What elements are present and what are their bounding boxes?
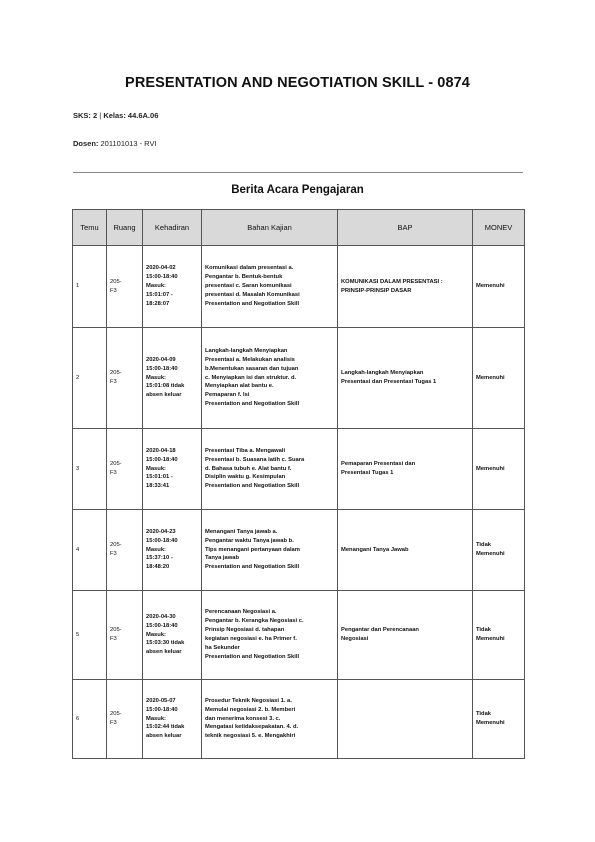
cell-kehadiran-line: 15:37:10 - — [146, 555, 173, 562]
cell-monev — [473, 429, 525, 510]
header-temu: Temu — [73, 210, 107, 246]
cell-bahan-kajian-line: Presentation and Negotiation Skill — [205, 401, 300, 408]
cell-monev — [473, 591, 525, 680]
cell-bap — [338, 246, 473, 328]
cell-bahan-kajian-line: b.Menentukan sasaran dan tujuan — [205, 365, 299, 372]
cell-kehadiran-line: 2020-04-18 — [146, 447, 176, 454]
cell-kehadiran-line: 15:00-18:40 — [146, 274, 178, 281]
cell-kehadiran-line: 18:48:20 — [146, 564, 170, 571]
lecturer-meta — [73, 139, 157, 148]
cell-temu-text: 2 — [76, 374, 80, 381]
cell-bap — [338, 680, 473, 759]
cell-ruang-text: 205- F3 — [110, 542, 122, 557]
cell-kehadiran — [143, 246, 202, 328]
cell-bap-line: Menangani Tanya Jawab — [341, 546, 409, 553]
cell-bahan-kajian-line: Tips menangani pertanyaan dalam — [205, 546, 300, 553]
cell-bahan-kajian-line: Presentation and Negotiation Skill — [205, 653, 300, 660]
cell-kehadiran-line: 15:03:30 tidak — [146, 640, 185, 647]
cell-kehadiran-line: Masuk: — [146, 465, 166, 472]
cell-kehadiran-line: absen keluar — [146, 649, 182, 656]
cell-bahan-kajian-line: Tanya jawab — [205, 555, 240, 562]
cell-kehadiran-line: 2020-04-23 — [146, 528, 176, 535]
sks-label: SKS: 2 — [73, 111, 98, 120]
cell-bahan-kajian-line: Prinsip Negosiasi d. tahapan — [205, 627, 285, 634]
cell-bahan-kajian-line: c. Menyiapkan isi dan struktur. d. — [205, 374, 297, 381]
kelas-label: Kelas: 44.6A.06 — [103, 111, 159, 120]
meta-separator: | — [99, 111, 104, 120]
cell-kehadiran-line: 15:00-18:40 — [146, 365, 178, 372]
cell-bahan-kajian-line: Pengantar b. Bentuk-bentuk — [205, 274, 283, 281]
cell-kehadiran-line: absen keluar — [146, 733, 182, 740]
table-row — [73, 680, 525, 759]
header-monev: MONEV — [473, 210, 525, 246]
cell-ruang — [107, 591, 143, 680]
cell-bahan-kajian-line: Presentation and Negotiation Skill — [205, 564, 300, 571]
cell-bahan-kajian-line: Pengantar b. Kerangka Negosiasi c. — [205, 618, 304, 625]
cell-temu — [73, 246, 107, 328]
cell-kehadiran — [143, 680, 202, 759]
cell-temu-text: 1 — [76, 283, 80, 290]
cell-ruang — [107, 246, 143, 328]
cell-temu — [73, 680, 107, 759]
cell-temu — [73, 510, 107, 591]
dosen-label: Dosen: — [73, 139, 99, 148]
cell-ruang-text: 205- F3 — [110, 278, 122, 294]
table-body — [73, 246, 525, 759]
teaching-record-table — [72, 209, 525, 759]
cell-bap-line: Negosiasi — [341, 636, 369, 642]
page-title: PRESENTATION AND NEGOTIATION SKILL - 0874 — [125, 75, 470, 91]
cell-bahan-kajian-line: Perencanaan Negosiasi a. — [205, 609, 277, 616]
cell-ruang-text: 205- F3 — [110, 627, 122, 642]
cell-monev-text: Memenuhi — [476, 465, 505, 472]
cell-ruang-text: 205- F3 — [110, 711, 122, 726]
cell-temu-text: 5 — [76, 631, 80, 638]
cell-temu-text: 4 — [76, 546, 80, 553]
cell-ruang-text: 205- F3 — [110, 370, 122, 385]
cell-bahan-kajian-line: Presentasi b. Suasana latih c. Suara — [205, 456, 305, 463]
section-divider — [73, 172, 523, 173]
cell-monev — [473, 680, 525, 759]
course-meta — [73, 111, 158, 120]
cell-kehadiran-line: Masuk: — [146, 715, 166, 722]
cell-kehadiran-line: Masuk: — [146, 631, 166, 638]
cell-bahan-kajian-line: Presentasi Tiba a. Mengawali — [205, 447, 286, 454]
cell-bahan-kajian-line: Presentation and Negotiation Skill — [205, 300, 300, 307]
cell-ruang-text: 205- F3 — [110, 461, 122, 476]
cell-bahan-kajian-line: presentasi c. Saran komunikasi — [205, 283, 292, 290]
cell-temu-text: 3 — [76, 465, 80, 472]
cell-kehadiran-line: 2020-04-30 — [146, 613, 176, 620]
cell-bahan-kajian — [202, 591, 338, 680]
cell-bahan-kajian-line: presentasi d. Masalah Komunikasi — [205, 291, 300, 298]
cell-bahan-kajian-line: kegiatan negosiasi e. ha Primer f. — [205, 636, 297, 642]
cell-bahan-kajian-line: Memulai negosiasi 2. b. Memberi — [205, 706, 296, 713]
cell-kehadiran — [143, 328, 202, 429]
cell-ruang — [107, 328, 143, 429]
cell-bap-line: KOMUNIKASI DALAM PRESENTASI : — [341, 278, 443, 285]
header-bahan-kajian: Bahan Kajian — [202, 210, 338, 246]
cell-bahan-kajian-line: Pemaparan f. Isi — [205, 392, 250, 399]
header-bap: BAP — [338, 210, 473, 246]
cell-kehadiran-line: 15:01:08 tidak — [146, 383, 185, 390]
table-row — [73, 510, 525, 591]
cell-bahan-kajian-line: Komunikasi dalam presentasi a. — [205, 265, 294, 272]
cell-bahan-kajian-line: Presentation and Negotiation Skill — [205, 483, 300, 490]
cell-bahan-kajian-line: Prosedur Teknik Negosiasi 1. a. — [205, 697, 292, 704]
cell-kehadiran-line: 15:01:01 - — [146, 474, 173, 481]
cell-bap-line: Pemaparan Presentasi dan — [341, 461, 416, 468]
cell-bahan-kajian — [202, 328, 338, 429]
cell-kehadiran-line: absen keluar — [146, 392, 182, 399]
cell-bahan-kajian-line: ha Sekunder — [205, 644, 240, 651]
header-kehadiran: Kehadiran — [143, 210, 202, 246]
cell-bap-line: Pengantar dan Perencanaan — [341, 627, 419, 634]
cell-bahan-kajian — [202, 680, 338, 759]
cell-bap-line: PRINSIP-PRINSIP DASAR — [341, 287, 412, 294]
cell-bap-line: Presentasi dan Presentasi Tugas 1 — [341, 379, 437, 385]
cell-kehadiran-line: 15:01:07 - — [146, 291, 173, 298]
table-row — [73, 246, 525, 328]
cell-kehadiran-line: Masuk: — [146, 283, 166, 290]
cell-bap — [338, 591, 473, 680]
cell-monev-text: Tidak Memenuhi — [476, 542, 505, 557]
cell-bahan-kajian-line: dan menerima konsesi 3. c. — [205, 715, 281, 722]
cell-bahan-kajian-line: teknik negosiasi 5. e. Mengakhiri — [205, 733, 296, 740]
cell-kehadiran-line: Masuk: — [146, 546, 166, 553]
cell-bahan-kajian-line: Langkah-langkah Menyiapkan — [205, 347, 288, 354]
cell-temu — [73, 328, 107, 429]
cell-bahan-kajian-line: Menangani Tanya jawab a. — [205, 528, 278, 535]
cell-bahan-kajian-line: d. Bahasa tubuh e. Alat bantu f. — [205, 465, 292, 472]
cell-bahan-kajian — [202, 429, 338, 510]
cell-monev-text: Tidak Memenuhi — [476, 627, 505, 642]
cell-kehadiran-line: 18:33:41 — [146, 483, 170, 490]
cell-kehadiran-line: 15:00-18:40 — [146, 706, 178, 713]
table-row — [73, 328, 525, 429]
cell-monev-text: Tidak Memenuhi — [476, 711, 505, 726]
cell-kehadiran-line: Masuk: — [146, 374, 166, 381]
cell-temu — [73, 429, 107, 510]
cell-monev — [473, 328, 525, 429]
cell-bahan-kajian-line: Menyiapkan alat bantu e. — [205, 383, 274, 390]
cell-bahan-kajian-line: Disiplin waktu g. Kesimpulan — [205, 474, 286, 481]
cell-kehadiran — [143, 591, 202, 680]
section-title: Berita Acara Pengajaran — [231, 184, 364, 196]
cell-monev — [473, 510, 525, 591]
dosen-value: 201101013 - RVI — [100, 139, 157, 148]
cell-ruang — [107, 680, 143, 759]
cell-kehadiran-line: 2020-04-09 — [146, 356, 176, 363]
cell-bap — [338, 328, 473, 429]
header-ruang: Ruang — [107, 210, 143, 246]
cell-ruang — [107, 429, 143, 510]
cell-bahan-kajian-line: Presentasi a. Melakukan analisis — [205, 356, 295, 363]
cell-temu — [73, 591, 107, 680]
cell-kehadiran — [143, 429, 202, 510]
cell-bap-line: Presentasi Tugas 1 — [341, 470, 394, 476]
cell-monev — [473, 246, 525, 328]
cell-bahan-kajian — [202, 246, 338, 328]
cell-monev-text: Memenuhi — [476, 283, 505, 290]
cell-bahan-kajian — [202, 510, 338, 591]
cell-kehadiran-line: 2020-04-02 — [146, 265, 176, 272]
cell-kehadiran-line: 15:00-18:40 — [146, 622, 178, 629]
table-row — [73, 429, 525, 510]
cell-bap-line: Langkah-langkah Menyiapkan — [341, 370, 424, 377]
cell-ruang — [107, 510, 143, 591]
cell-kehadiran-line: 15:00-18:40 — [146, 537, 178, 544]
cell-kehadiran — [143, 510, 202, 591]
cell-kehadiran-line: 18:28:07 — [146, 300, 170, 307]
cell-kehadiran-line: 15:02:44 tidak — [146, 724, 185, 731]
cell-bap — [338, 510, 473, 591]
cell-bap — [338, 429, 473, 510]
cell-temu-text: 6 — [76, 715, 80, 722]
table-header-row — [73, 210, 525, 246]
table-row — [73, 591, 525, 680]
cell-bahan-kajian-line: Pengantar waktu Tanya jawab b. — [205, 537, 294, 544]
cell-kehadiran-line: 2020-05-07 — [146, 697, 176, 704]
cell-bahan-kajian-line: Mengatasi ketidaksepakatan. 4. d. — [205, 724, 299, 731]
cell-monev-text: Memenuhi — [476, 374, 505, 381]
cell-kehadiran-line: 15:00-18:40 — [146, 456, 178, 463]
